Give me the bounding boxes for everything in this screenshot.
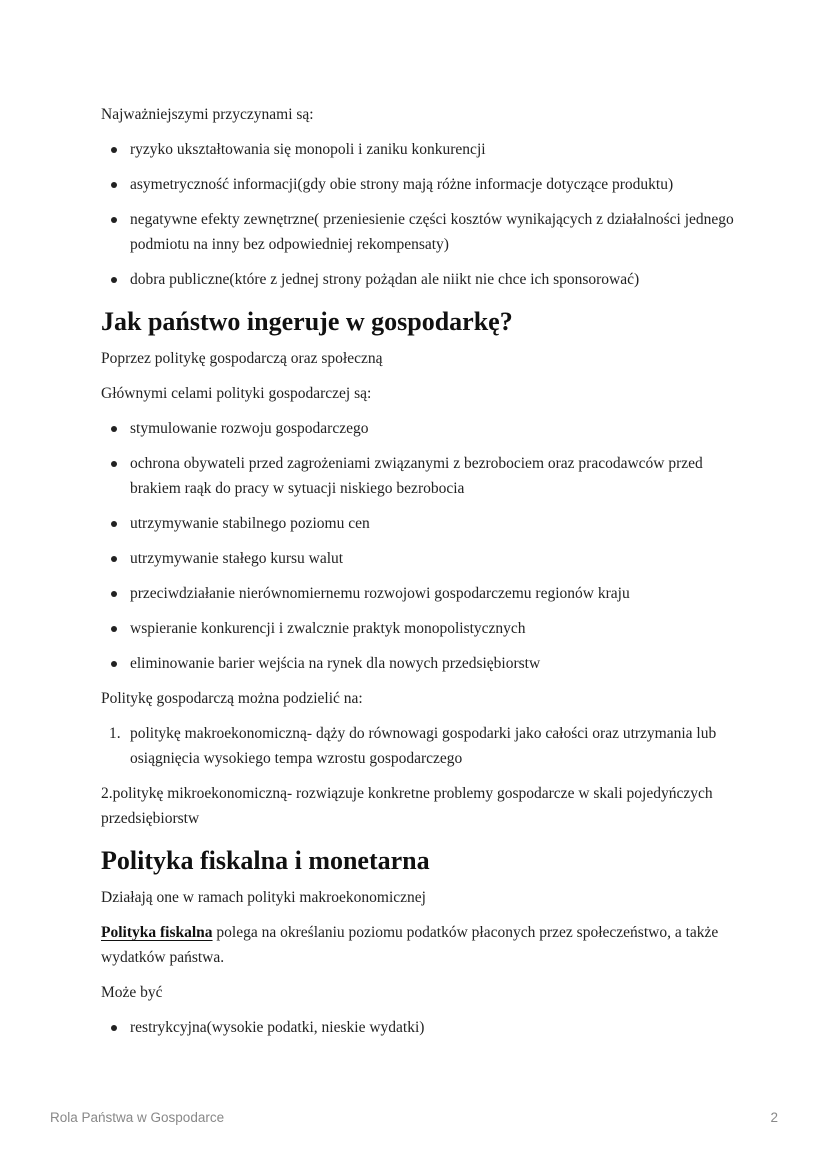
paragraph: Politykę gospodarczą można podzielić na: [101,690,363,707]
paragraph: Głównymi celami polityki gospodarczej są: [101,385,372,402]
paragraph: Może być [101,984,163,1001]
numbered-list [101,721,741,771]
list-item [101,137,741,162]
page-content [101,102,741,1050]
page-number: 2 [770,1110,778,1125]
section-heading: Polityka fiskalna i monetarna [101,846,430,875]
list-item [101,511,741,536]
list-item [101,616,741,641]
bullet-icon [111,626,117,632]
bullet-icon [111,1025,117,1031]
bullet-icon [111,426,117,432]
list-item-text: przeciwdziałanie nierównomiernemu rozwojowi gospodarczemu regionów kraju [130,585,630,602]
list-item [101,451,741,501]
fiscal-types-list [101,1015,741,1040]
list-item-text: asymetryczność informacji(gdy obie strony mają różne informacje dotyczące produktu) [130,176,674,193]
list-item-text: restrykcyjna(wysokie podatki, nieskie wydatki) [130,1019,425,1036]
list-item-text: ochrona obywateli przed zagrożeniami związanymi z bezrobociem oraz pracodawców przed brakiem raąk do pracy w sytuacji niskiego bezrobocia [130,455,703,497]
list-item-text: stymulowanie rozwoju gospodarczego [130,420,369,437]
list-item [101,1015,741,1040]
definition-text: polega na określaniu poziomu podatków płaconych przez społeczeństwo, a także wydatków państwa. [101,924,719,966]
bullet-icon [111,461,117,467]
numbered-item-text: politykę makroekonomiczną- dąży do równowagi gospodarki jako całości oraz utrzymania lub osiągnięcia wysokiego tempa wzrostu gospodarczego [130,725,717,767]
list-item [101,581,741,606]
paragraph: Poprzez politykę gospodarczą oraz społeczną [101,350,383,367]
definition-paragraph [101,920,741,970]
list-item-text: utrzymywanie stabilnego poziomu cen [130,515,370,532]
bullet-icon [111,521,117,527]
bullet-icon [111,277,117,283]
intro-lead: Najważniejszymi przyczynami są: [101,106,314,123]
list-item-text: dobra publiczne(które z jednej strony pożądan ale niikt nie chce ich sponsorować) [130,271,640,288]
numbered-item [101,721,741,771]
reasons-list [101,137,741,292]
list-item [101,207,741,257]
list-item-text: wspieranie konkurencji i zwalcznie praktyk monopolistycznych [130,620,526,637]
item-number: 1. [109,725,121,742]
term-link[interactable]: Polityka fiskalna [101,924,213,941]
bullet-icon [111,182,117,188]
list-item [101,416,741,441]
list-item-text: utrzymywanie stałego kursu walut [130,550,344,567]
paragraph: Działają one w ramach polityki makroekonomicznej [101,889,426,906]
list-item [101,267,741,292]
list-item [101,172,741,197]
list-item [101,651,741,676]
section-heading: Jak państwo ingeruje w gospodarkę? [101,307,513,336]
list-item-text: ryzyko ukształtowania się monopoli i zaniku konkurencji [130,141,486,158]
bullet-icon [111,661,117,667]
goals-list [101,416,741,676]
footer-title: Rola Państwa w Gospodarce [50,1110,225,1125]
paragraph: 2.politykę mikroekonomiczną- rozwiązuje konkretne problemy gospodarcze w skali pojedyńczych przedsiębiorstw [101,785,713,827]
list-item-text: eliminowanie barier wejścia na rynek dla nowych przedsiębiorstw [130,655,541,672]
bullet-icon [111,147,117,153]
bullet-icon [111,217,117,223]
list-item [101,546,741,571]
bullet-icon [111,591,117,597]
list-item-text: negatywne efekty zewnętrzne( przeniesienie części kosztów wynikających z działalności jednego podmiotu na inny bez odpowiedniej rekompensaty) [130,211,734,253]
bullet-icon [111,556,117,562]
